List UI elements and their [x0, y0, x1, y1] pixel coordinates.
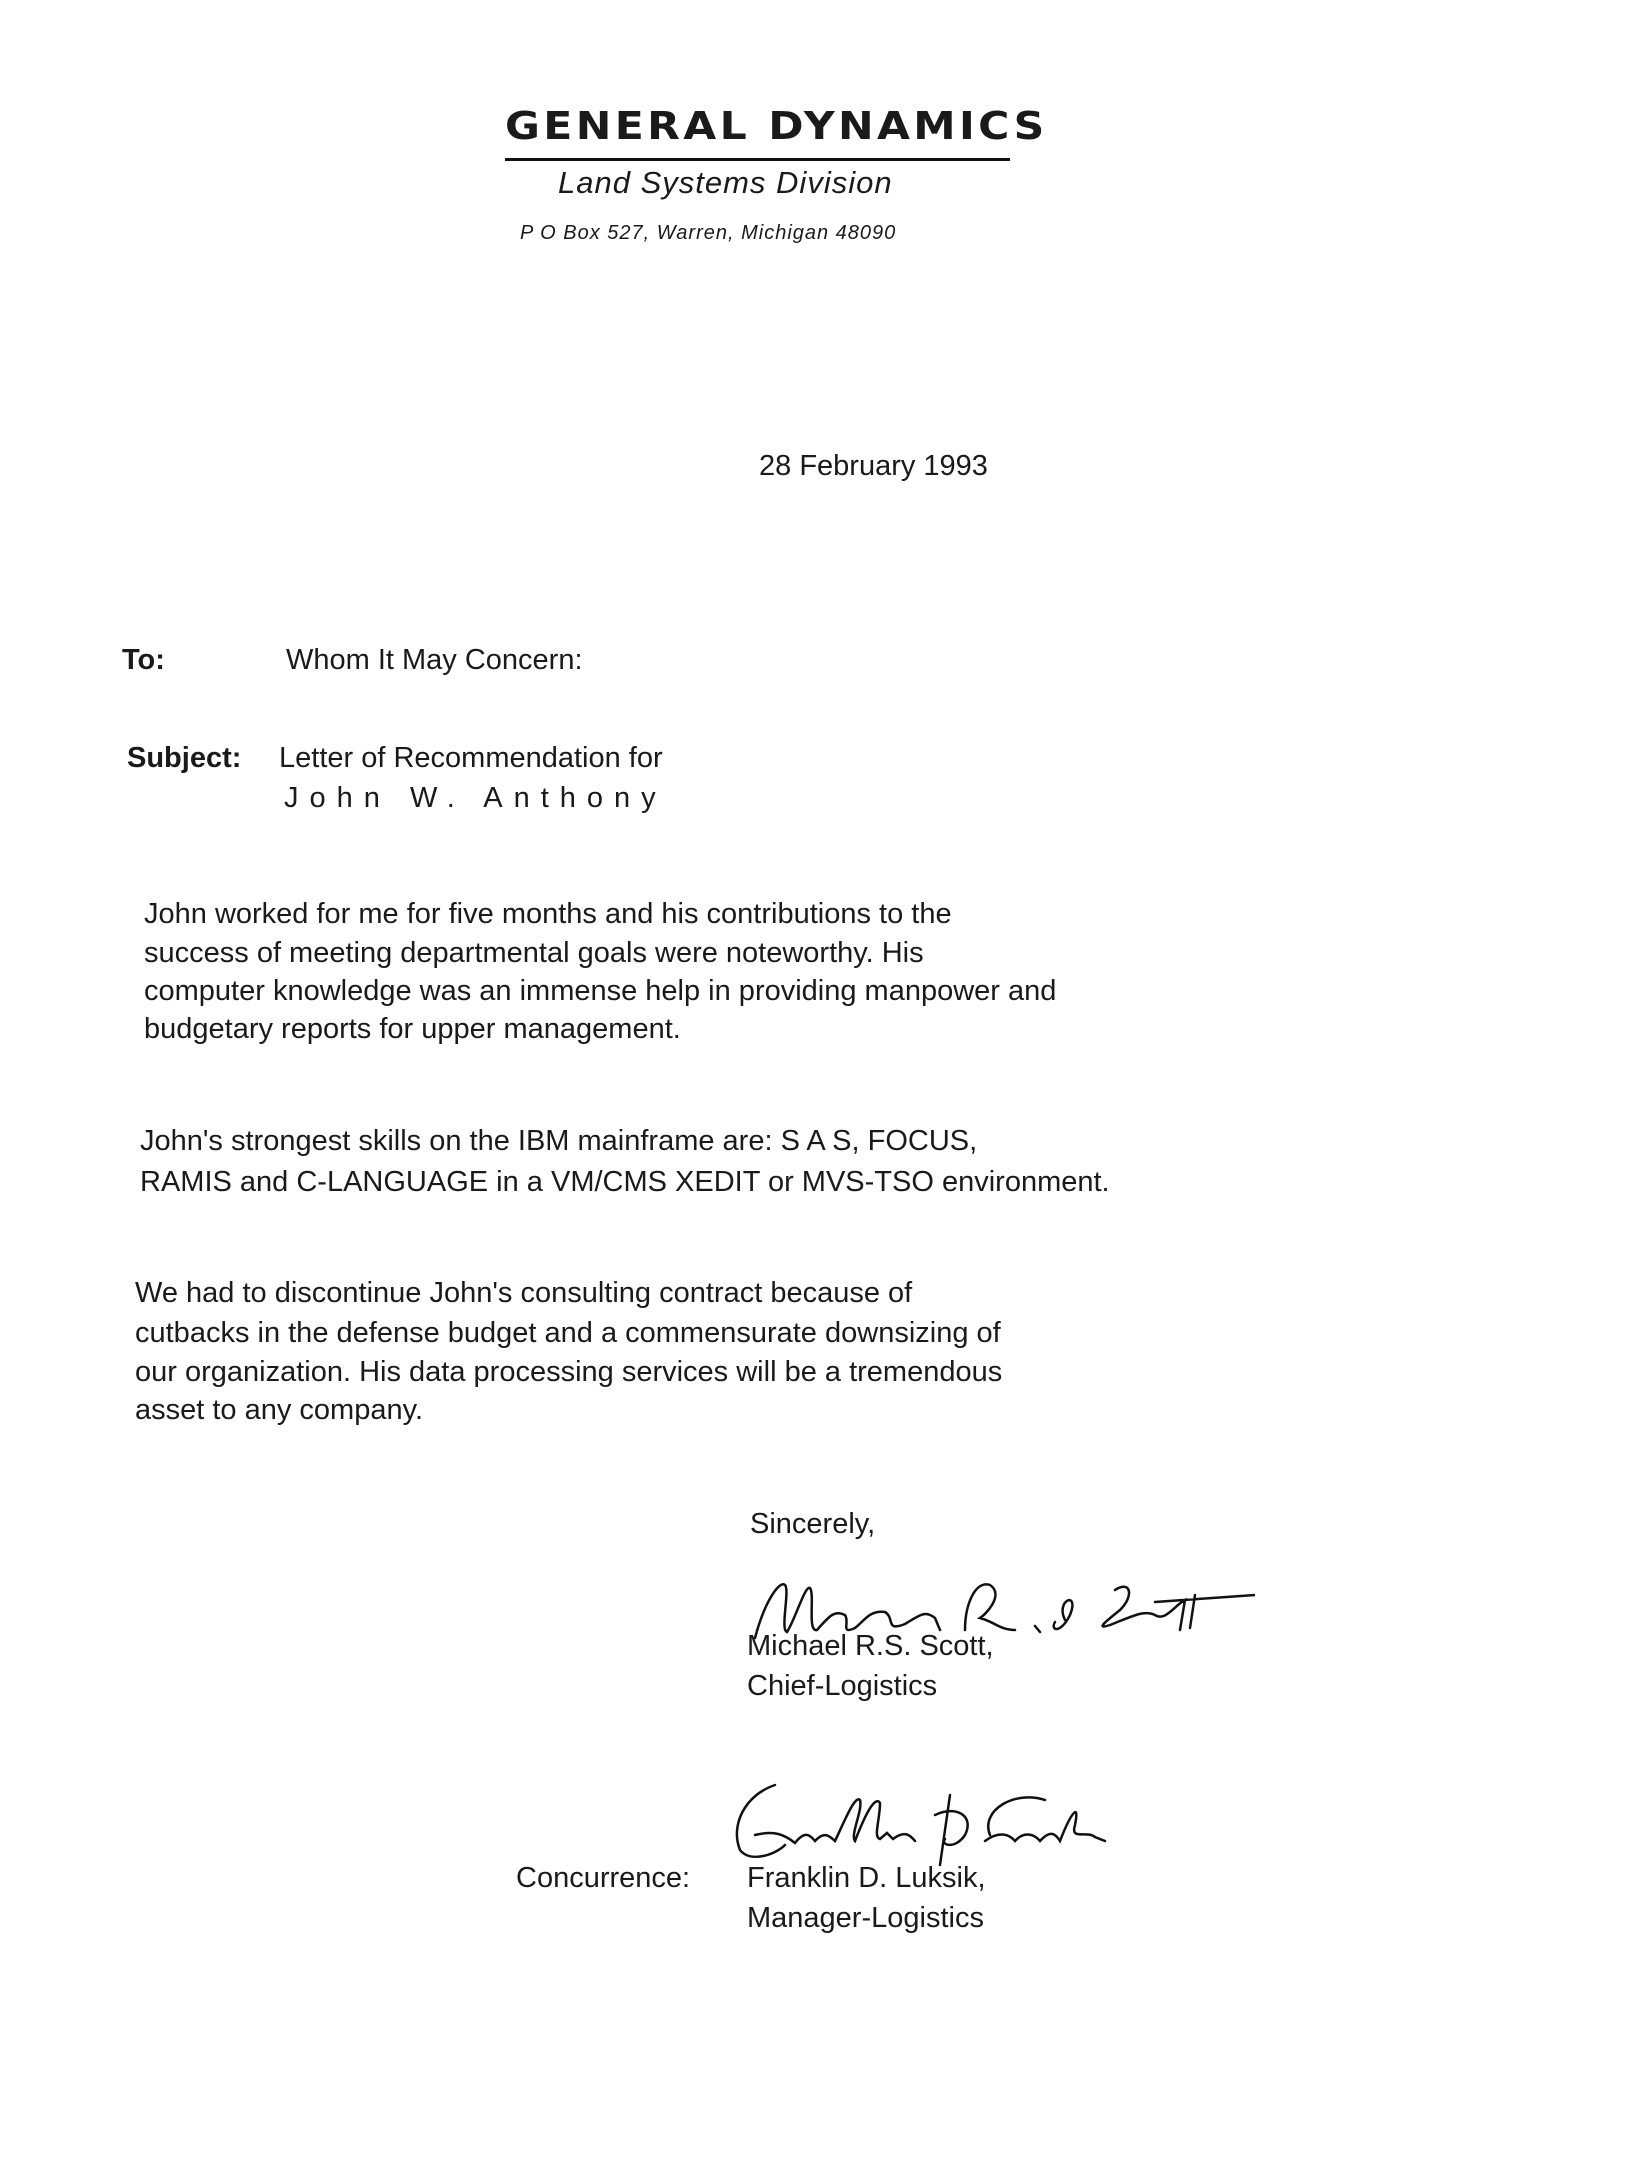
- signature-franklin-luksik: [715, 1775, 1195, 1875]
- to-value: Whom It May Concern:: [286, 644, 583, 676]
- signer-title: Chief-Logistics: [747, 1670, 938, 1702]
- letterhead-rule: [505, 158, 1010, 161]
- paragraph-line: success of meeting departmental goals were noteworthy. His: [144, 937, 924, 969]
- concurrence-title: Manager-Logistics: [747, 1902, 984, 1934]
- subject-label: Subject:: [127, 742, 242, 774]
- company-address: P O Box 527, Warren, Michigan 48090: [520, 222, 897, 244]
- concurrence-name: Franklin D. Luksik,: [747, 1862, 986, 1894]
- letter-date: 28 February 1993: [759, 450, 988, 482]
- paragraph-line: computer knowledge was an immense help in providing manpower and: [144, 975, 1057, 1007]
- signer-name: Michael R.S. Scott,: [747, 1630, 994, 1662]
- paragraph-line: RAMIS and C-LANGUAGE in a VM/CMS XEDIT or MVS-TSO environment.: [140, 1166, 1110, 1198]
- division-name: Land Systems Division: [558, 165, 893, 200]
- to-label: To:: [122, 644, 165, 676]
- paragraph-line: cutbacks in the defense budget and a commensurate downsizing of: [135, 1317, 1001, 1349]
- closing: Sincerely,: [750, 1508, 876, 1540]
- paragraph-line: budgetary reports for upper management.: [144, 1013, 681, 1045]
- subject-line-2: John W. Anthony: [284, 782, 667, 814]
- paragraph-line: John worked for me for five months and his contributions to the: [144, 898, 952, 930]
- subject-line-1: Letter of Recommendation for: [279, 742, 663, 774]
- paragraph-line: John's strongest skills on the IBM mainframe are: S A S, FOCUS,: [140, 1125, 978, 1157]
- concurrence-label: Concurrence:: [516, 1862, 691, 1894]
- paragraph-line: asset to any company.: [135, 1394, 424, 1426]
- paragraph-line: We had to discontinue John's consulting contract because of: [135, 1277, 913, 1309]
- company-logo: GENERAL DYNAMICS: [505, 104, 1048, 148]
- paragraph-line: our organization. His data processing services will be a tremendous: [135, 1356, 1003, 1388]
